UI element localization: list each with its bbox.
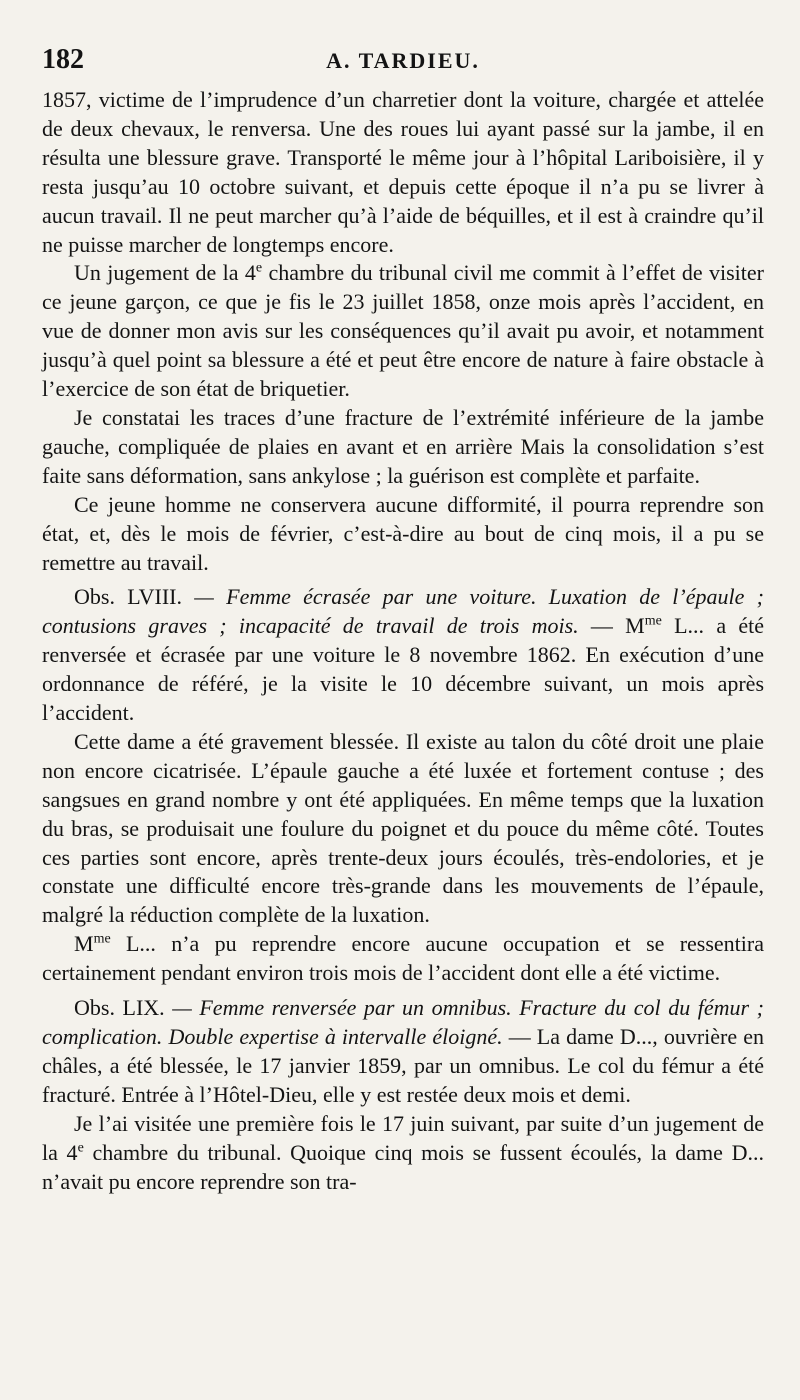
observation-58-outcome <box>42 930 764 988</box>
text-run: — La dame D..., ouvrière en châles, a été blessée, le 17 janvier 1859, par un omnibus. Le col du fémur a été fracturé. Entrée à l’Hôtel-Dieu, elle y est restée deux mois et demi. <box>42 1024 764 1107</box>
text-run: chambre du tribunal. Quoique cinq mois se fussent écoulés, la dame D... n’avait pu encore reprendre son tra- <box>42 1139 764 1194</box>
paragraph-findings: Je constatai les traces d’une fracture de l’extrémité inférieure de la jambe gauche, compliquée de plaies en avant et en arrière Mais la consolidation s’est faite sans déformation, sans ankylose ; la guérison est complète et parfaite. <box>42 404 764 488</box>
text-run: L... a été renversée et écrasée par une voiture le 8 novembre 1862. En exécution d’une ordonnance de référé, je la visite le 10 décembre suivant, un mois après l’accident. <box>42 613 764 726</box>
observation-title: — Femme écrasée par une voiture. Luxation de l’épaule ; contusions graves ; incapacité de travail de trois mois. <box>42 584 764 639</box>
running-head <box>42 38 764 86</box>
superscript: me <box>644 613 662 629</box>
paragraph-judgement <box>42 259 764 404</box>
observation-58-heading <box>42 583 764 728</box>
paragraph-conclusion: Ce jeune homme ne conservera aucune difformité, il pourra reprendre son état, et, dès le mois de février, c’est-à-dire au bout de cinq mois, il a pu se remettre au travail. <box>42 491 764 575</box>
observation-59-heading <box>42 994 764 1110</box>
page-number: 182 <box>42 44 84 75</box>
observation-title: — Femme renversée par un omnibus. Fracture du col du fémur ; complication. Double expertise à intervalle éloigné. <box>42 995 764 1049</box>
text-run: chambre du tribunal civil me commit à l’effet de visiter ce jeune garçon, ce que je fis le 23 juillet 1858, onze mois après l’accident, en vue de donner mon avis sur les conséquences qu’il avait pu avoir, et notamment jusqu’à quel point sa blessure a été et peut être encore de nature à faire obstacle à l’exercice de son état de briquetier. <box>42 260 764 402</box>
paragraph-continuation: 1857, victime de l’imprudence d’un charretier dont la voiture, chargée et attelée de deux chevaux, le renversa. Une des roues lui ayant passé sur la jambe, il en résulta une blessure grave. Transporté le même jour à l’hôpital Lariboisière, il y resta jusqu’au 10 octobre suivant, et depuis cette époque il n’a pu se livrer à aucun travail. Il ne peut marcher qu’à l’aide de béquilles, et il est à craindre qu’il ne puisse marcher de longtemps encore. <box>42 87 764 257</box>
text-run: L... n’a pu reprendre encore aucune occupation et se ressentira certainement pendant environ trois mois de l’accident dont elle a été victime. <box>42 931 764 986</box>
text-run: Un jugement de la 4 <box>74 260 256 286</box>
superscript: e <box>255 261 263 277</box>
text-run: M <box>74 931 94 957</box>
observation-label: Obs. LVIII. <box>74 584 183 610</box>
superscript: me <box>93 931 111 947</box>
observation-59-visit <box>42 1110 764 1197</box>
text-run: Je l’ai visitée une première fois le 17 juin suivant, par suite d’un jugement de la 4 <box>42 1110 764 1165</box>
observation-label: Obs. LIX. <box>74 995 165 1021</box>
running-title-author: A. TARDIEU. <box>326 48 480 73</box>
superscript: e <box>77 1140 84 1156</box>
observation-58-injuries: Cette dame a été gravement blessée. Il existe au talon du côté droit une plaie non encore cicatrisée. L’épaule gauche a été luxée et fortement contuse ; des sangsues en grand nombre y ont été appliquées. En même temps que la luxation du bras, se produisait une foulure du poignet et du pouce du même côté. Toutes ces parties sont encore, après trente-deux jours écoulés, très-endolories, et je constate une difficulté encore très-grande dans les mouvements de l’épaule, malgré la réduction complète de la luxation. <box>42 728 764 928</box>
text-run: — M <box>578 613 645 639</box>
